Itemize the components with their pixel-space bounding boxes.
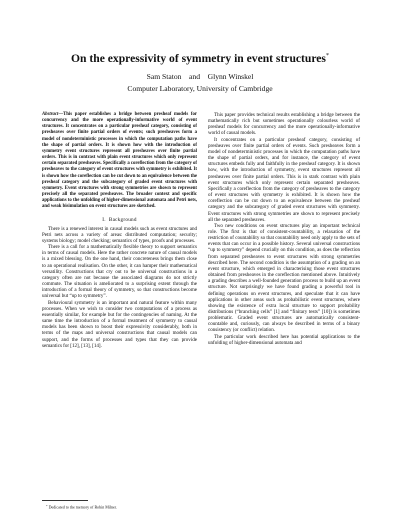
footnote-divider	[42, 500, 88, 501]
left-paragraph-2: There is a call for a mathematically flexible theory to support semantics in terms of causal models. Here the rather concrete nature of causal models is a mixed blessing. On the one hand, their concreteness brings them close to an operational realisation. On the other, it can hamper their mathematical versatility. Constructions that cry out to be universal constructions in a category often are not because the associated diagrams do not strictly commute. The situation is ameliorated to a surprising extent through the introduction of a formal theory of symmetry, so that constructions become universal but “up to symmetry”.	[42, 244, 197, 300]
paper-title	[0, 49, 400, 66]
right-paragraph-3: Two new conditions on event structures play an important technical role. The first is that of consistent-countability, a relaxation of the restriction of countability so that countability need only apply to the sets of events that can occur in a possible history. Several universal constructions “up to symmetry” depend crucially on this condition, as does the reflection from separated presheaves to event structures with strong symmetries described here. The second condition is the assumption of a grading on an event structure, which emerged in characterising those event structures obtained from presheaves in the coreflection mentioned above. Intuitively a grading describes a well-founded generation process to build up an event structure. Not surprisingly we have found grading a powerful tool in defining operations on event structures, and speculate that it can have applications in other areas such as probabilistic event structures, where showing the existence of extra local structure to support probability distributions (“branching cells” [1] and “finitary tests” [10]) is sometimes problematic. Graded event structures are automatically consistent-countable and, curiously, can always be described in terms of a binary consistency (or conflict) relation.	[208, 222, 360, 334]
title-footnote-mark: *	[325, 53, 329, 59]
right-paragraph-1: This paper provides technical results establishing a bridge between the mathematically rich but sometimes operationally colourless world of presheaf models for concurrency and the more operationally-informative world of causal models.	[208, 112, 360, 137]
left-paragraph-1: There is a renewed interest in causal models such as event structures and Petri nets across a variety of areas: distributed computation; security; systems biology; model checking; semantics of types, proofs and processes.	[42, 225, 197, 245]
abstract-lead: Abstract	[42, 112, 59, 117]
right-paragraph-4: The particular work described here has potential applications to the unfolding of higher-dimensional automata and	[208, 333, 360, 346]
abstract	[42, 112, 197, 211]
paper-title-text: On the expressivity of symmetry in event structures	[71, 52, 326, 65]
left-column	[42, 112, 197, 349]
footnote-mark: *	[46, 504, 48, 508]
left-paragraph-3: Behavioural symmetry is an important and natural feature within many processes. When we wish to consider two computations of a process as essentially similar, for example but for the contingencies of naming. At the same time the introduction of a formal treatment of symmetry to causal models has been shown to boost their expressivity considerably, both in terms of the maps and universal constructions that causal models can support, and the forms of processes and types that they can provide semantics for [12], [13], [14].	[42, 299, 197, 349]
author-list: Sam Staton and Glynn Winskel	[146, 72, 254, 81]
author-affiliation: Computer Laboratory, University of Cambridge	[127, 84, 273, 93]
footnote	[46, 504, 117, 510]
footnote-text: Dedicated to the memory of Robin Milner.	[48, 504, 117, 510]
abstract-body: —This paper establishes a bridge between presheaf models for concurrency and the more operationally-informative world of event structures. It concentrates on a particular presheaf category, consisting of presheaves over finite partial orders of events; such presheaves form a model of nondeterministic processes in which the computation paths have the shape of partial orders. It is shown how with the introduction of symmetry event structures represent all presheaves over finite partial orders. This is in contrast with plain event structures which only represent certain separated presheaves. Specifically a coreflection from the category of presheaves to the category of event structures with symmetry is exhibited. It is shown how the coreflection can be cut down to an equivalence between the presheaf category and the subcategory of graded event structures with symmetry. Event structures with strong symmetries are shown to represent precisely all the separated presheaves. The broader context and specific applications to the unfolding of higher-dimensional automata and Petri nets, and weak bisimulation on event structures are sketched.	[42, 112, 197, 210]
right-column	[208, 112, 360, 346]
right-paragraph-2: It concentrates on a particular presheaf category, consisting of presheaves over finite partial orders of events. Such presheaves form a model of nondeterministic processes in which the computation paths have the shape of partial orders, and for instance, the category of event structures embeds fully and faithfully in the presheaf category. It is shown how, with the introduction of symmetry, event structures represent all presheaves over finite partial orders. This is in stark contrast with plain event structures which only represent certain separated presheaves. Specifically a coreflection from the category of presheaves to the category of event structures with symmetry is exhibited. It is shown how the coreflection can be cut down to an equivalence between the presheaf category and the subcategory of graded event structures with symmetry. Event structures with strong symmetries are shown to represent precisely all the separated presheaves.	[208, 136, 360, 223]
section-heading: I. Background	[102, 216, 137, 223]
